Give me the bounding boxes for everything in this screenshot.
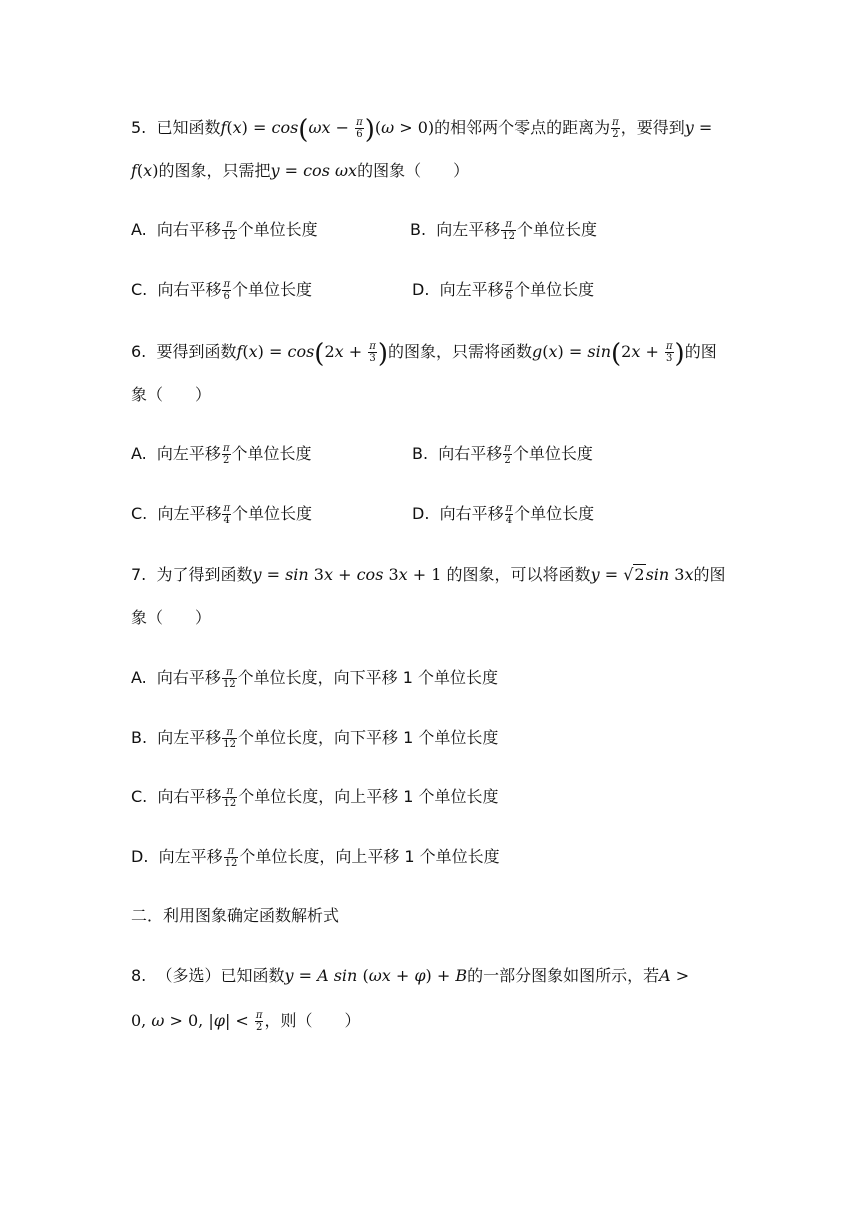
q7-number: 7. xyxy=(131,565,147,584)
q8-text-2: 的一部分图象如图所示，若 xyxy=(467,966,660,985)
q8-text-1: （多选）已知函数 xyxy=(156,966,285,985)
q6-text-2: 的图象，只需将函数 xyxy=(387,342,532,361)
q7-text-4: 象（ ） xyxy=(131,608,212,627)
q5-line-2: f(x)的图象，只需把y = cos ωx的图象（ ） xyxy=(131,161,470,180)
q6-option-a[interactable]: A. 向左平移 $\frac{\pi}{2}$ 个单位长度 xyxy=(131,443,312,466)
q8-line-1: 8. （多选）已知函数y = A sin (ωx + φ) + B的一部分图象如图所示，若A > xyxy=(131,966,690,985)
q7-text-1: 为了得到函数 xyxy=(156,565,253,584)
fraction-pi-3: $\frac{\pi}{3}$ xyxy=(369,341,376,364)
q5-option-d[interactable]: D. 向左平移 $\frac{\pi}{6}$ 个单位长度 xyxy=(412,279,595,302)
fraction-pi-2: $\frac{\pi}{2}$ xyxy=(612,117,619,140)
q8-line-2: 0, ω > 0, |φ| < $\frac{\pi}{2}$ ，则（ ） xyxy=(131,1010,361,1033)
q6-option-c[interactable]: C. 向左平移 $\frac{\pi}{4}$ 个单位长度 xyxy=(131,503,313,526)
q5-formula-f: f xyxy=(220,118,227,137)
q5-option-c[interactable]: C. 向右平移 $\frac{\pi}{6}$ 个单位长度 xyxy=(131,279,313,302)
q6-option-b[interactable]: B. 向右平移 $\frac{\pi}{2}$ 个单位长度 xyxy=(412,443,593,466)
q7-option-d[interactable]: D. 向左平移 $\frac{\pi}{12}$ 个单位长度，向上平移 1 个单位长度 xyxy=(131,846,500,869)
section-2-heading: 二．利用图象确定函数解析式 xyxy=(131,906,340,925)
q6-option-d[interactable]: D. 向右平移 $\frac{\pi}{4}$ 个单位长度 xyxy=(412,503,595,526)
q6-number: 6. xyxy=(131,342,147,361)
q7-option-b[interactable]: B. 向左平移 $\frac{\pi}{12}$ 个单位长度，向下平移 1 个单位长度 xyxy=(131,727,499,750)
q6-text-1: 要得到函数 xyxy=(156,342,237,361)
fraction-pi-3: $\frac{\pi}{3}$ xyxy=(665,341,673,364)
q7-line-2 xyxy=(131,607,211,629)
q5-line-1: 5. 已知函数f(x) = cos(ωx − $\frac{\pi}{6}$ )(ω > 0)的相邻两个零点的距离为 $\frac{\pi}{2}$ ，要得到y = xyxy=(131,115,713,145)
fraction-pi-2: $\frac{\pi}{2}$ xyxy=(255,1010,263,1033)
q6-line-2 xyxy=(131,384,211,406)
q6-line-1: 6. 要得到函数f(x) = cos(2x + $\frac{\pi}{3}$ )的图象，只需将函数g(x) = sin(2x + $\frac{\pi}{3}$ )的图 xyxy=(131,339,717,369)
q5-text-3: ，要得到 xyxy=(620,118,685,137)
q5-text-4: 的图象，只需把 xyxy=(158,161,271,180)
fraction-pi-6: $\frac{\pi}{6}$ xyxy=(356,117,363,140)
q6-text-3: 的图 xyxy=(684,342,717,361)
q5-text-2: 的相邻两个零点的距离为 xyxy=(434,118,611,137)
q5-text-1: 已知函数 xyxy=(156,118,221,137)
sqrt-2: √2 xyxy=(623,565,645,584)
q7-line-1: 7. 为了得到函数y = sin 3x + cos 3x + 1 的图象，可以将函数y = √2sin 3x的图 xyxy=(131,565,726,584)
q8-number: 8. xyxy=(131,966,147,985)
q5-text-5: 的图象（ ） xyxy=(357,161,470,180)
q7-text-2: 的图象，可以将函数 xyxy=(446,565,591,584)
q6-text-4: 象（ ） xyxy=(131,385,212,404)
q5-number: 5. xyxy=(131,118,147,137)
q5-option-b[interactable]: B. 向左平移 $\frac{\pi}{12}$ 个单位长度 xyxy=(410,219,597,242)
q5-option-a[interactable]: A. 向右平移 $\frac{\pi}{12}$ 个单位长度 xyxy=(131,219,318,242)
q7-option-c[interactable]: C. 向右平移 $\frac{\pi}{12}$ 个单位长度，向上平移 1 个单位长度 xyxy=(131,786,499,809)
q8-text-3: ，则（ ） xyxy=(264,1011,361,1030)
q7-option-a[interactable]: A. 向右平移 $\frac{\pi}{12}$ 个单位长度，向下平移 1 个单位长度 xyxy=(131,667,499,690)
q7-text-3: 的图 xyxy=(693,565,726,584)
